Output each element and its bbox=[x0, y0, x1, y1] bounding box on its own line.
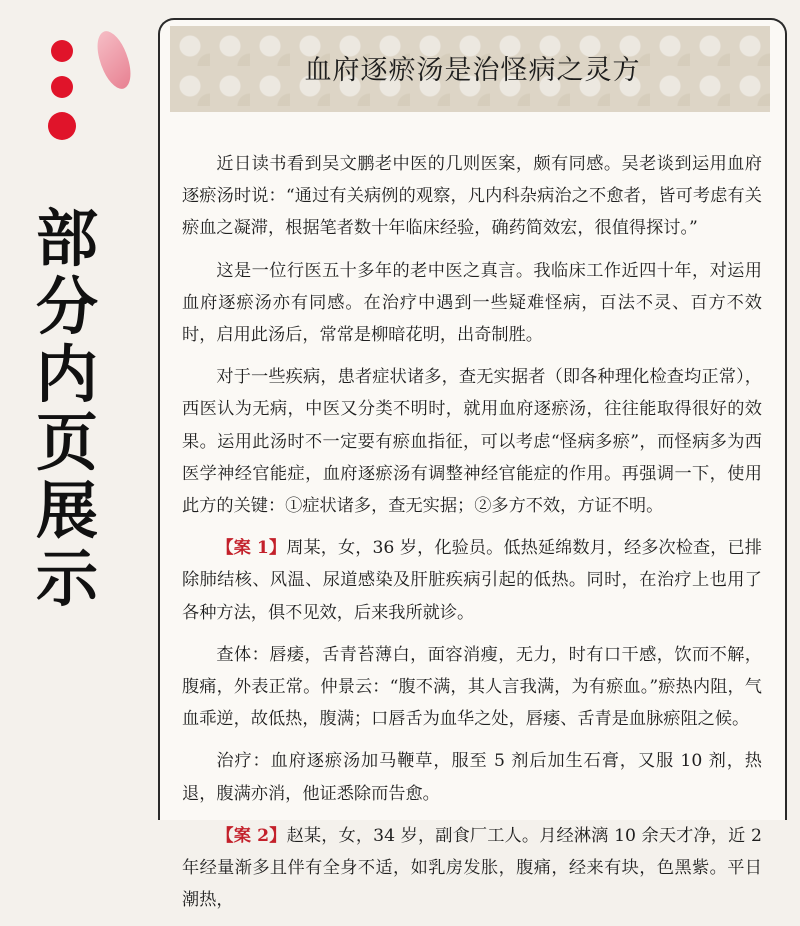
paragraph bbox=[182, 639, 762, 736]
paragraph-text: 周某，女，36 岁，化验员。低热延绵数月，经多次检查，已排除肺结核、风温、尿道感染及肝脏疾病引起的低热。同时，在治疗上也用了各种方法，俱不见效，后来我所就诊。 bbox=[182, 538, 762, 623]
side-title-char: 部 bbox=[35, 202, 98, 275]
book-page bbox=[158, 18, 787, 911]
side-title-char: 分 bbox=[35, 270, 98, 343]
paragraph-text: 对于一些疾病，患者症状诸多，查无实据者（即各种理化检查均正常），西医认为无病，中医又分类不明时，就用血府逐瘀汤，往往能取得很好的效果。运用此汤时不一定要有瘀血指征，可以考虑“怪病多瘀”，而怪病多为西医学神经官能症，血府逐瘀汤有调整神经官能症的作用。再强调一下，使用此方的关键：①症状诸多，查无实据；②多方不效，方证不明。 bbox=[182, 367, 762, 517]
side-title-char: 展 bbox=[35, 474, 98, 547]
side-title-char: 内 bbox=[35, 338, 98, 411]
paragraph-text: 这是一位行医五十多年的老中医之真言。我临床工作近四十年，对运用血府逐瘀汤亦有同感。在治疗中遇到一些疑难怪病，百法不灵、百方不效时，启用此汤后，常常是柳暗花明，出奇制胜。 bbox=[182, 260, 762, 346]
petal-icon bbox=[89, 27, 140, 93]
paragraph bbox=[182, 820, 762, 917]
red-dot-icon bbox=[51, 76, 73, 98]
red-dot-icon bbox=[51, 40, 73, 62]
side-title-char: 页 bbox=[35, 406, 98, 479]
red-dot-icon bbox=[48, 112, 76, 140]
paragraph-text: 治疗：血府逐瘀汤加马鞭草，服至 5 剂后加生石膏，又服 10 剂，热退，腹满亦消，他证悉除而告愈。 bbox=[182, 751, 762, 804]
paragraph-text: 近日读书看到吴文鹏老中医的几则医案，颇有同感。吴老谈到运用血府逐瘀汤时说：“通过有关病例的观察，凡内科杂病治之不愈者，皆可考虑有关瘀血之凝滞，根据笔者数十年临床经验，确药简效宏，很值得探讨。” bbox=[182, 154, 762, 239]
paragraph bbox=[182, 532, 762, 629]
paragraph bbox=[182, 745, 762, 809]
case-tag: 【案 2】 bbox=[216, 825, 287, 846]
paragraph-text: 查体：唇痿，舌青苔薄白，面容消瘦，无力，时有口干感，饮而不解，腹痛，外表正常。仲景云：“腹不满，其人言我满，为有瘀血。”瘀热内阻，气血乖逆，故低热，腹满；口唇舌为血华之处，唇痿、舌青是血脉瘀阻之候。 bbox=[182, 644, 762, 730]
paragraph bbox=[182, 255, 762, 352]
body-text bbox=[182, 148, 762, 926]
paragraph bbox=[182, 148, 762, 245]
paragraph-text: 赵某，女，34 岁，副食厂工人。月经淋漓 10 余天才净，近 2 年经量渐多且伴有全身不适，如乳房发胀，腹痛，经来有块，色黑紫。平日潮热， bbox=[182, 825, 762, 911]
paragraph bbox=[182, 361, 762, 522]
decor-dots bbox=[40, 40, 84, 154]
case-tag: 【案 1】 bbox=[216, 538, 287, 559]
side-title bbox=[32, 202, 102, 615]
page-heading: 血府逐瘀汤是治怪病之灵方 bbox=[304, 55, 641, 86]
side-title-char: 示 bbox=[35, 542, 98, 615]
